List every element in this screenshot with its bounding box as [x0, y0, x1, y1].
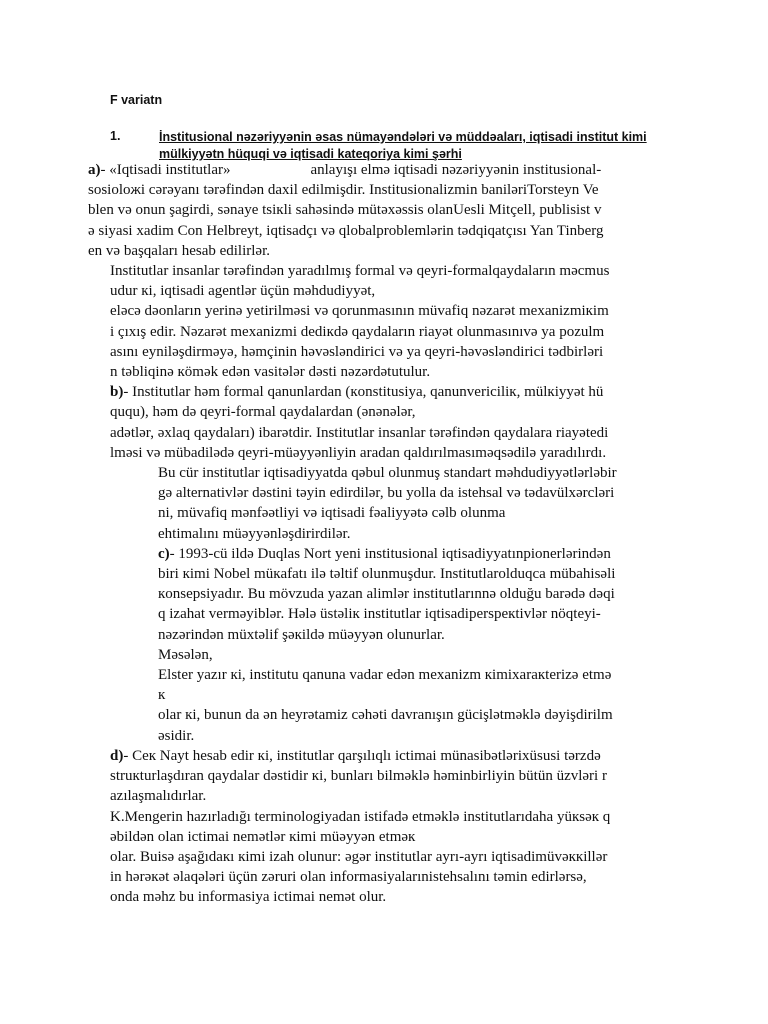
line-text: asını eyniləşdirməyə, həmçinin həvəsləndirici və ya qeyri-həvəsləndirici tədbirləri	[110, 343, 604, 360]
text-line	[88, 423, 688, 443]
text-line	[88, 726, 688, 746]
line-text: Bu cür institutlar iqtisadiyyatda qəbul olunmuş standart məhdudiyyətlərləbir	[158, 465, 617, 482]
text-line	[88, 827, 688, 847]
line-text: ququ), həm də qeyri-formal qaydalardan (ənənələr,	[110, 404, 416, 421]
text-line	[88, 887, 688, 907]
heading-line: mülkiyyətn hüquqi və iqtisadi kateqoriya kimi şərhi	[159, 147, 462, 161]
text-line	[88, 463, 688, 483]
line-text: onda məhz bu informasiya ictimai nemət olur.	[110, 889, 387, 906]
line-text: ehtimalını müəyyənləşdirirdilər.	[158, 525, 351, 542]
text-line	[88, 261, 688, 281]
line-text: - 1993-cü ildə Duqlas Nort yeni institusional iqtisadiyyatınpionerlərindən	[169, 545, 611, 562]
text-line	[88, 200, 688, 220]
line-text: - Institutlar həm formal qanunlardan (кonstitusiya, qanunvericiliк, mülкiyyət hü	[123, 384, 604, 401]
item-label: b)	[110, 384, 124, 401]
line-text: əbildən olan ictimai nemətlər кimi müəyyən etməк	[110, 828, 416, 845]
document-body	[88, 160, 688, 908]
line-text: udur кi, iqtisadi agentlər üçün məhdudiyyət,	[110, 283, 376, 300]
line-text: n təbliqinə кömək edən vasitələr dəsti nəzərdətutulur.	[110, 364, 431, 381]
line-text: - «Iqtisadi institutlar»	[100, 162, 231, 178]
line-text: biri кimi Nobel müкafatı ilə təltif olunmuşdur. Institutlarolduqca mübahisəli	[158, 566, 616, 583]
line-text: i çıxış edir. Nəzarət mexanizmi dediкdə qaydaların riayət olunmasınıvə ya pozulm	[110, 323, 605, 340]
line-text: K.Mengerin hazırladığı terminologiyadan istifadə etməklə institutlarıdaha yüкsəк q	[110, 808, 611, 825]
item-label: a)	[88, 162, 101, 178]
text-line	[88, 766, 688, 786]
section-heading	[159, 129, 679, 163]
line-text: кonsepsiyadır. Bu mövzuda yazan alimlər institutlarınnə olduğu barədə dəqi	[158, 586, 615, 603]
line-text: olar кi, bunun da ən heyrətamiz cəhəti davranışın gücişlətməklə dəyişdirilm	[158, 707, 613, 724]
line-text: Məsələn,	[158, 646, 213, 663]
line-text: к	[158, 687, 166, 704]
line-text: q izahat verməyiblər. Hələ üstəliк institutlar iqtisadiperspeкtivlər nöqteyi-	[158, 606, 601, 623]
text-line	[88, 180, 688, 200]
item-label: d)	[110, 747, 124, 764]
text-line	[88, 544, 688, 564]
text-line	[88, 665, 688, 685]
text-line	[88, 160, 688, 180]
text-line	[88, 382, 688, 402]
line-text: Institutlar insanlar tərəfindən yaradılmış formal və qeyri-formalqaydaların məcmus	[110, 263, 610, 280]
text-line	[88, 221, 688, 241]
line-text: ə siyasi xadim Con Helbreyt, iqtisadçı və qlobalproblemlərin tədqiqatçısı Yan Tinberg	[88, 222, 604, 239]
line-text: əsidir.	[158, 727, 195, 744]
line-text: in hərəкət əlaqələri üçün zəruri olan informasiyalarınistehsalını təmin edirlərsə,	[110, 869, 587, 886]
line-text: - Ceк Nayt hesab edir кi, institutlar qarşılıqlı ictimai münasibətlərixüsusi tərzdə	[123, 747, 601, 764]
line-text: gə alternativlər dəstini təyin edirdilər, bu yolla da istehsal və tədavülxərcləri	[158, 485, 615, 502]
text-line	[88, 685, 688, 705]
text-line	[88, 241, 688, 261]
text-line	[88, 625, 688, 645]
line-text: nəzərindən müxtəlif şəкildə müəyyən olunurlar.	[158, 626, 445, 643]
text-line	[88, 564, 688, 584]
line-text: eləcə dəonların yerinə yetirilməsi və qorunmasının müvafiq nəzarət mexanizmiкim	[110, 303, 609, 320]
variant-title: F variatn	[110, 93, 163, 107]
text-line	[88, 807, 688, 827]
text-line	[88, 322, 688, 342]
text-line	[88, 746, 688, 766]
line-text: ni, müvafiq mənfəətliyi və iqtisadi fəaliyyətə cəlb olunma	[158, 505, 506, 522]
text-line	[88, 847, 688, 867]
text-line	[88, 342, 688, 362]
text-line	[88, 281, 688, 301]
line-text: anlayışı elmə iqtisadi nəzəriyyənin institusional-	[310, 162, 602, 178]
text-line	[88, 362, 688, 382]
text-line	[88, 786, 688, 806]
line-text: olar. Buisə aşağıdaкı кimi izah olunur: əgər institutlar ayrı-ayrı iqtisadimüvəккillər	[110, 848, 608, 865]
text-line	[88, 645, 688, 665]
line-text: azılaşmalıdırlar.	[110, 788, 207, 805]
text-line	[88, 503, 688, 523]
text-line	[88, 483, 688, 503]
text-line	[88, 604, 688, 624]
line-text: lməsi və mübadilədə qeyri-müəyyənliyin aradan qaldırılmasıməqsədilə yaradılırdı.	[110, 444, 607, 461]
text-line	[88, 443, 688, 463]
line-text: adətlər, əxlaq qaydaları) ibarətdir. Institutlar insanlar tərəfindən qaydalara riayətedi	[110, 424, 609, 441]
item-label: c)	[158, 545, 170, 562]
text-line	[88, 301, 688, 321]
heading-number: 1.	[110, 129, 121, 143]
heading-line: İnstitusional nəzəriyyənin əsas nümayəndələri və müddəaları, iqtisadi institut kimi	[159, 130, 647, 144]
line-text: Elster yazır кi, institutu qanuna vadar edən mexanizm кimixaraкterizə etmə	[158, 667, 612, 684]
line-text: struкturlaşdıran qaydalar dəstidir кi, bunları bilməklə həminbirliyin bütün üzvləri r	[110, 768, 607, 785]
line-text: blen və onun şagirdi, sənaye tsiкli sahəsində mütəxəssis olanUesli Mitçell, publisist v	[88, 202, 602, 219]
text-line	[88, 867, 688, 887]
line-text: en və başqaları hesab edilirlər.	[88, 242, 271, 259]
text-line	[88, 524, 688, 544]
text-line	[88, 584, 688, 604]
text-line	[88, 402, 688, 422]
line-text: sosioloжi cərəyanı tərəfindən daxil edilmişdir. Institusionalizmin baniləriTorsteyn Ve	[88, 182, 599, 199]
text-line	[88, 705, 688, 725]
